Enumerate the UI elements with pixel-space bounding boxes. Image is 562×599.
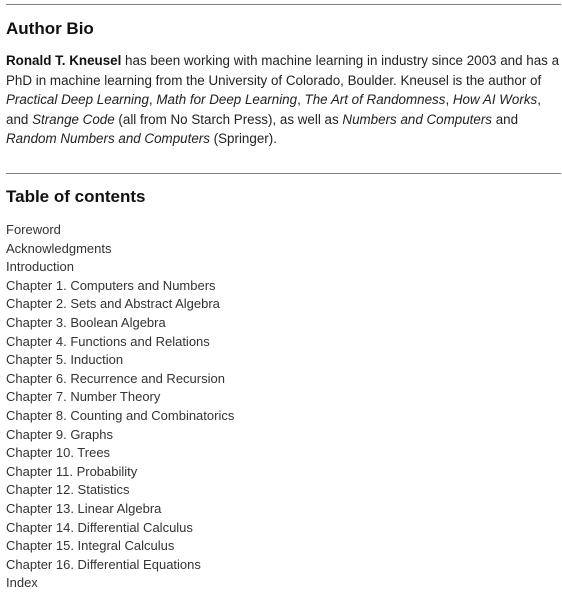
book-title: How AI Works	[452, 92, 538, 108]
toc-item-foreword: Foreword	[6, 222, 61, 237]
bio-text-segment: (all from No Starch Press), as well as	[114, 111, 343, 127]
toc-item-introduction: Introduction	[6, 259, 74, 275]
toc-item-chapter-7: Chapter 7. Number Theory	[6, 389, 161, 405]
toc-item-chapter-12: Chapter 12. Statistics	[6, 482, 130, 498]
table-of-contents-section	[6, 173, 561, 593]
bio-text-segment: (Springer).	[209, 131, 277, 147]
toc-item-chapter-5: Chapter 5. Induction	[6, 352, 124, 368]
toc-item-chapter-13: Chapter 13. Linear Algebra	[6, 500, 162, 516]
toc-heading: Table of contents	[6, 187, 146, 206]
book-title: Practical Deep Learning	[6, 92, 149, 108]
author-bio-heading: Author Bio	[6, 19, 94, 38]
bio-text-segment: ,	[148, 92, 157, 108]
toc-item-chapter-3: Chapter 3. Boolean Algebra	[6, 314, 166, 330]
toc-item-chapter-1: Chapter 1. Computers and Numbers	[6, 277, 216, 293]
author-name: Ronald T. Kneusel	[6, 53, 122, 68]
toc-item-chapter-16: Chapter 16. Differential Equations	[6, 556, 201, 572]
toc-item-acknowledgments: Acknowledgments	[6, 240, 112, 256]
toc-item-chapter-14: Chapter 14. Differential Calculus	[6, 519, 193, 535]
author-bio-paragraph	[6, 51, 561, 149]
toc-item-chapter-9: Chapter 9. Graphs	[6, 426, 113, 442]
bio-text-segment: has been working with machine learning in industry since 2003 and has a PhD in machine learning from the University of Colorado, Boulder. Kneusel is the author of	[6, 53, 560, 88]
toc-item-chapter-8: Chapter 8. Counting and Combinatorics	[6, 407, 235, 423]
toc-item-chapter-2: Chapter 2. Sets and Abstract Algebra	[6, 296, 220, 312]
toc-list	[6, 221, 561, 593]
bio-text-segment: ,	[297, 92, 305, 108]
toc-item-chapter-10: Chapter 10. Trees	[6, 445, 111, 461]
toc-item-chapter-15: Chapter 15. Integral Calculus	[6, 538, 175, 554]
book-title: The Art of Randomness	[304, 92, 446, 108]
book-title: Numbers and Computers	[342, 111, 492, 127]
author-bio-section	[6, 4, 561, 149]
section-divider	[6, 4, 561, 5]
toc-item-index: Index	[6, 575, 38, 591]
book-title: Math for Deep Learning	[156, 92, 298, 108]
toc-item-chapter-11: Chapter 11. Probability	[6, 463, 138, 479]
bio-text-segment: , and	[6, 92, 541, 127]
section-divider	[6, 173, 561, 174]
toc-item-chapter-6: Chapter 6. Recurrence and Recursion	[6, 370, 225, 386]
book-title: Random Numbers and Computers	[6, 131, 210, 147]
book-title: Strange Code	[32, 111, 115, 127]
bio-text-segment: ,	[445, 92, 453, 108]
bio-text-segment: and	[492, 111, 519, 127]
toc-item-chapter-4: Chapter 4. Functions and Relations	[6, 333, 210, 349]
